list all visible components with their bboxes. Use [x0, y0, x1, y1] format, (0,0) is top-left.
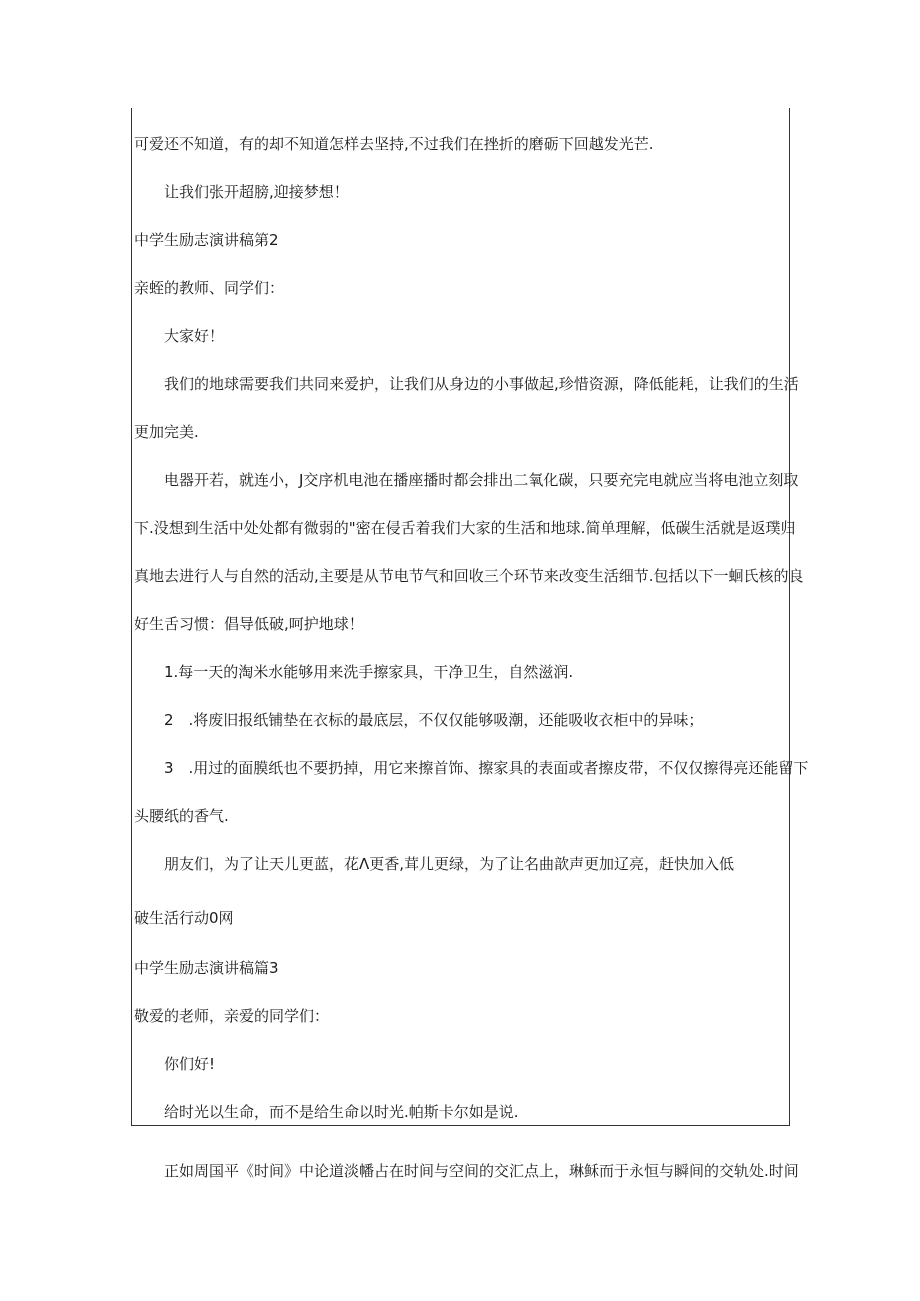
paragraph-line: 好生舌习惯：倡导低破,呵护地球！ — [134, 615, 364, 633]
paragraph-line: 可爱还不知道，有的却不知道怎样去坚持,不过我们在挫折的磨砺下回越发光芒. — [134, 135, 654, 153]
paragraph-line: 给时光以生命，而不是给生命以时光.帕斯卡尔如是说. — [164, 1103, 519, 1121]
salutation: 敬爱的老师，亲爱的同学们： — [134, 1007, 330, 1025]
greeting: 你们好! — [164, 1055, 216, 1073]
paragraph-line: 我们的地球需要我们共同来爱护，让我们从身边的小事做起,珍惜资源，降低能耗，让我们的生活 — [164, 375, 799, 393]
greeting: 大家好！ — [164, 327, 225, 345]
list-item: 3 .用过的面膜纸也不要扔掉，用它来擦首饰、擦家具的表面或者擦皮带，不仅仅擦得亮还能留下 — [164, 759, 809, 777]
paragraph-line: 更加完美. — [134, 423, 199, 441]
paragraph-line: 下.没想到生活中处处都有微弱的"密在侵舌着我们大家的生活和地球.简单理解，低碳生活就是返璞归 — [134, 519, 796, 537]
list-item: 2 .将废旧报纸铺垫在衣标的最底层，不仅仅能够吸潮，还能吸收衣柜中的异味； — [164, 711, 704, 729]
paragraph-line: 正如周国平《时间》中论道淡幡占在时间与空间的交汇点上，琳稣而于永恒与瞬间的交轨处.时间 — [164, 1162, 799, 1180]
paragraph-line: 电器开若，就连小，J交序机电池在播座播时都会排出二氧化碳，只要充完电就应当将电池立刻取 — [164, 471, 799, 489]
paragraph-line: 让我们张开超膀,迎接梦想！ — [164, 183, 349, 201]
paragraph-line: 破生活行动0网 — [134, 909, 234, 927]
paragraph-line: 头腰纸的香气. — [134, 807, 229, 825]
paragraph-line: 朋友们，为了让天儿更蓝，花Λ更香,茸儿更绿，为了让名曲歆声更加辽亮，赶快加入低 — [164, 855, 735, 873]
section-heading: 中学生励志演讲稿第2 — [134, 231, 279, 249]
paragraph-line: 真地去进行人与自然的活动,主要是从节电节气和回收三个环节来改变生活细节.包括以下一蛔氏核的良 — [134, 567, 804, 585]
list-item: 1.每一天的淘米水能够用来洗手擦家具，干净卫生，自然滋润. — [164, 663, 574, 681]
section-heading: 中学生励志演讲稿篇3 — [134, 959, 279, 977]
salutation: 亲蛭的教师、同学们： — [134, 279, 285, 297]
